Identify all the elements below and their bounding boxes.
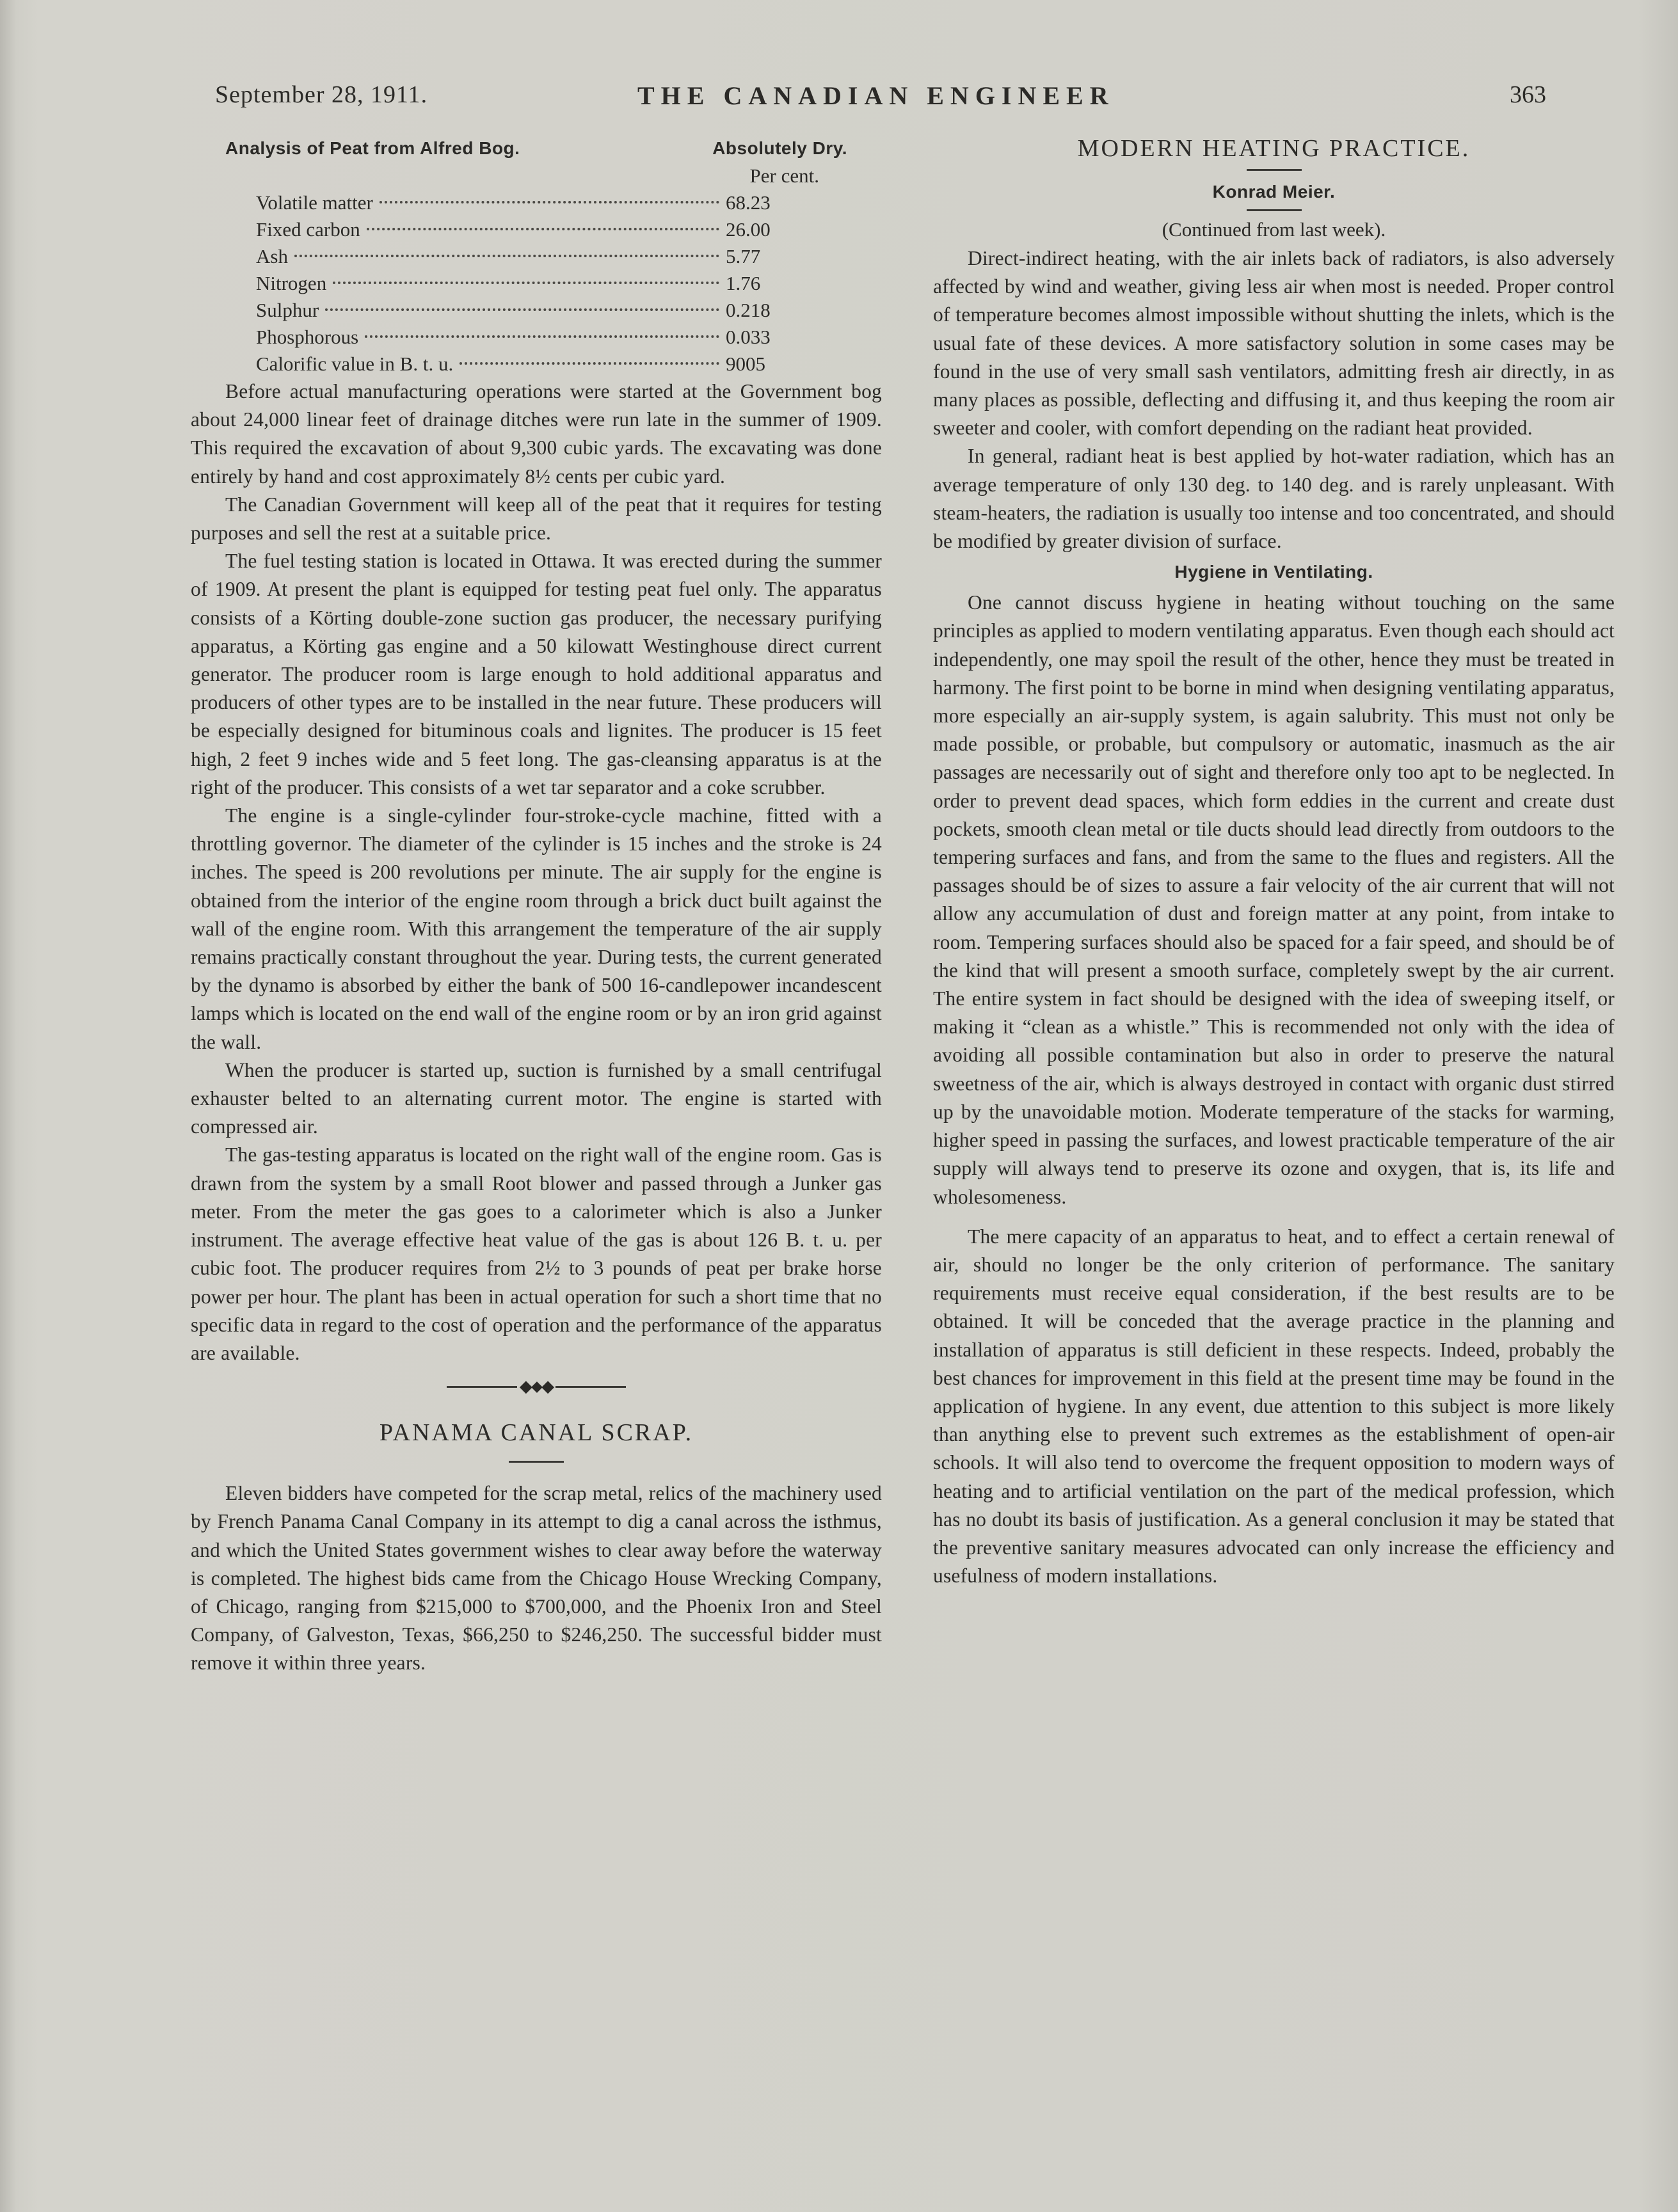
ornament-rule <box>555 1386 626 1388</box>
body-paragraph: Direct-indirect heating, with the air inlets back of radiators, is also adversely affected by wind and weather, giving less air when most is needed. Proper control of temperature becomes almost impossible without shutting the inlets, which is the usual fate of these devices. A more satisfactory solution in some cases may be found in the use of very small sash ventilators, admitting fresh air directly, in as many places as possible, deflecting and diffusing it, and thus keeping the room air sweeter and cooler, with comfort depending on the radiant heat provided. <box>933 247 1615 440</box>
dot-leader <box>459 362 719 365</box>
analysis-label: Sulphur <box>256 299 319 321</box>
body-paragraph: The engine is a single-cylinder four-stroke-cycle machine, fitted with a throttling governor. The diameter of the cylinder is 15 inches and the stroke is 24 inches. The speed is 200 revolutions per minute. The air supply for the engine is obtained from the interior of the engine room through a brick duct built against the wall of the engine room. With this arrangement the temperature of the air supply remains practically constant throughout the year. During tests, the current generated by the dynamo is absorbed by either the bank of 500 16-candlepower incandescent lamps which is located on the end wall of the engine room or by an iron grid against the wall. <box>191 804 882 1053</box>
issue-date: September 28, 1911. <box>215 81 428 108</box>
analysis-label: Phosphorous <box>256 326 359 348</box>
article-title: PANAMA CANAL SCRAP. <box>379 1419 694 1447</box>
title-rule <box>509 1461 564 1463</box>
ornament-diamond-icon: ◆⬥◆ <box>519 1376 554 1396</box>
body-paragraph: The gas-testing apparatus is located on the right wall of the engine room. Gas is drawn from the system by a small Root blower and passed through a Junker gas meter. From the meter the gas goes to a calorimeter which is also a Junker instrument. The average effective heat value of the gas is about 126 B. t. u. per cubic foot. The producer requires from 2½ to 3 pounds of peat per brake horse power per hour. The plant has been in actual operation for such a short time that no specific data in regard to the cost of operation and the performance of the apparatus are available. <box>191 1143 882 1364</box>
analysis-row <box>191 297 882 324</box>
analysis-row <box>191 351 882 378</box>
analysis-value: 9005 <box>726 353 765 375</box>
body-paragraph: Eleven bidders have competed for the scrap metal, relics of the machinery used by French Panama Canal Company in its attempt to dig a canal across the isthmus, and which the United States government wishes to clear away before the waterway is completed. The highest bids came from the Chicago House Wrecking Company, of Chicago, ranging from $215,000 to $700,000, and the Phoenix Iron and Steel Company, of Galveston, Texas, $66,250 to $246,250. The successful bidder must remove it within three years. <box>191 1482 882 1675</box>
dot-leader <box>294 255 719 257</box>
body-paragraph: In general, radiant heat is best applied by hot-water radiation, which has an average temperature of only 130 deg. to 140 deg. and is rarely unpleasant. With steam-heaters, the radiation is usually too intense and too concentrated, and should be modified by greater division of surface. <box>933 445 1615 553</box>
analysis-value: 26.00 <box>726 218 771 241</box>
section-ornament <box>191 1374 882 1399</box>
analysis-label: Calorific value in B. t. u. <box>256 353 454 375</box>
section-subheading: Hygiene in Ventilating. <box>1174 562 1373 582</box>
analysis-value: 0.218 <box>726 299 771 321</box>
body-paragraph: The fuel testing station is located in Ottawa. It was erected during the summer of 1909. At present the plant is equipped for testing peat fuel only. The apparatus consists of a Körting double-zone suction gas producer, the necessary purifying apparatus, a Körting gas engine and a 50 kilowatt Westinghouse direct current generator. The producer room is large enough to hold additional apparatus and producers of other types are to be installed in the near future. These producers will be especially designed for bituminous coals and lignites. The producer is 15 feet high, 2 feet 9 inches wide and 5 feet long. The gas-cleansing apparatus is at the right of the producer. This consists of a wet tar separator and a coke scrubber. <box>191 550 882 799</box>
author-rule <box>1247 209 1302 211</box>
dot-leader <box>380 201 719 203</box>
analysis-unit-header: Per cent. <box>749 164 819 187</box>
journal-title: THE CANADIAN ENGINEER <box>637 81 1115 110</box>
analysis-label: Fixed carbon <box>256 218 360 241</box>
analysis-table <box>191 189 882 378</box>
right-column <box>933 134 1615 1590</box>
title-rule <box>1247 169 1302 171</box>
dot-leader <box>333 282 719 284</box>
analysis-value: 5.77 <box>726 245 761 267</box>
analysis-condition: Absolutely Dry. <box>712 138 847 158</box>
body-paragraph: One cannot discuss hygiene in heating without touching on the same principles as applied to modern ventilating apparatus. Even though each should act independently, one may spoil the result of the other, hence they must be treated in harmony. The first point to be borne in mind when designing ventilating apparatus, more especially an air-supply system, is again salubrity. This must not only be made possible, or probable, but compulsory or automatic, inasmuch as the air passages are necessarily out of sight and therefore only too apt to be neglected. In order to prevent dead spaces, which form eddies in the current and create dust pockets, smooth clean metal or tile ducts should lead directly from outdoors to the tempering surfaces and fans, and from the same to the flues and registers. All the passages should be of sizes to assure a fair velocity of the air current that will not allow any accumulation of dust and foreign matter at any point, from intake to room. Tempering surfaces should also be spaced for a fair speed, and should be of the kind that will present a smooth surface, completely swept by the air current. The entire system in fact should be designed with the idea of sweeping itself, or making it “clean as a whistle.” This is recommended not only with the idea of avoiding all possible contamination but also in order to preserve the natural sweetness of the air, which is always destroyed in contact with organic dust stirred up by the unavoidable motion. Moderate temperature of the stacks for warming, higher speed in passing the surfaces, and lowest practicable temperature of the air supply will always tend to preserve its ozone and oxygen, that is, its life and wholesomeness. <box>933 591 1615 1208</box>
author-name: Konrad Meier. <box>1212 182 1336 202</box>
analysis-label: Ash <box>256 245 288 267</box>
article-title: MODERN HEATING PRACTICE. <box>1077 135 1471 162</box>
body-paragraph: When the producer is started up, suction is furnished by a small centrifugal exhauster belted to an alternating current motor. The engine is started with compressed air. <box>191 1058 882 1138</box>
dot-leader <box>325 308 719 311</box>
analysis-value: 1.76 <box>726 272 761 294</box>
analysis-label: Volatile matter <box>256 191 373 214</box>
analysis-value: 68.23 <box>726 191 771 214</box>
running-head <box>215 81 1546 119</box>
body-paragraph: Before actual manufacturing operations were started at the Government bog about 24,000 linear feet of drainage ditches were run late in the summer of 1909. This required the excavation of about 9,300 cubic yards. The excavating was done entirely by hand and cost approximately 8½ cents per cubic yard. <box>191 380 882 488</box>
body-paragraph: The mere capacity of an apparatus to heat, and to effect a certain renewal of air, should no longer be the only criterion of performance. The sanitary requirements must receive equal consideration, if the best results are to be obtained. It will be conceded that the average practice in the planning and installation of apparatus is still deficient in these respects. Indeed, probably the best chances for improvement in this field at the present time may be found in the application of hygiene. In any event, due attention to this subject is more likely than anything else to prevent such extremes as the establishment of open-air schools. It will also tend to overcome the frequent opposition to modern ways of heating and to artificial ventilation on the part of the medical profession, which has no doubt its basis of justification. As a general conclusion it may be stated that the preventive sanitary measures advocated can only increase the efficiency and usefulness of modern installations. <box>933 1225 1615 1587</box>
dot-leader <box>367 228 719 230</box>
analysis-row <box>191 216 882 243</box>
dot-leader <box>365 335 719 338</box>
analysis-heading <box>191 134 882 163</box>
analysis-label: Nitrogen <box>256 272 327 294</box>
analysis-title: Analysis of Peat from Alfred Bog. <box>225 138 520 158</box>
ornament-rule <box>447 1386 517 1388</box>
analysis-row <box>191 270 882 297</box>
analysis-row <box>191 189 882 216</box>
analysis-value: 0.033 <box>726 326 771 348</box>
body-paragraph: The Canadian Government will keep all of the peat that it requires for testing purposes and sell the rest at a suitable price. <box>191 493 882 545</box>
page-number: 363 <box>1510 81 1546 108</box>
continued-note: (Continued from last week). <box>1162 218 1386 241</box>
analysis-row <box>191 324 882 351</box>
analysis-row <box>191 243 882 270</box>
left-column <box>191 134 882 1678</box>
